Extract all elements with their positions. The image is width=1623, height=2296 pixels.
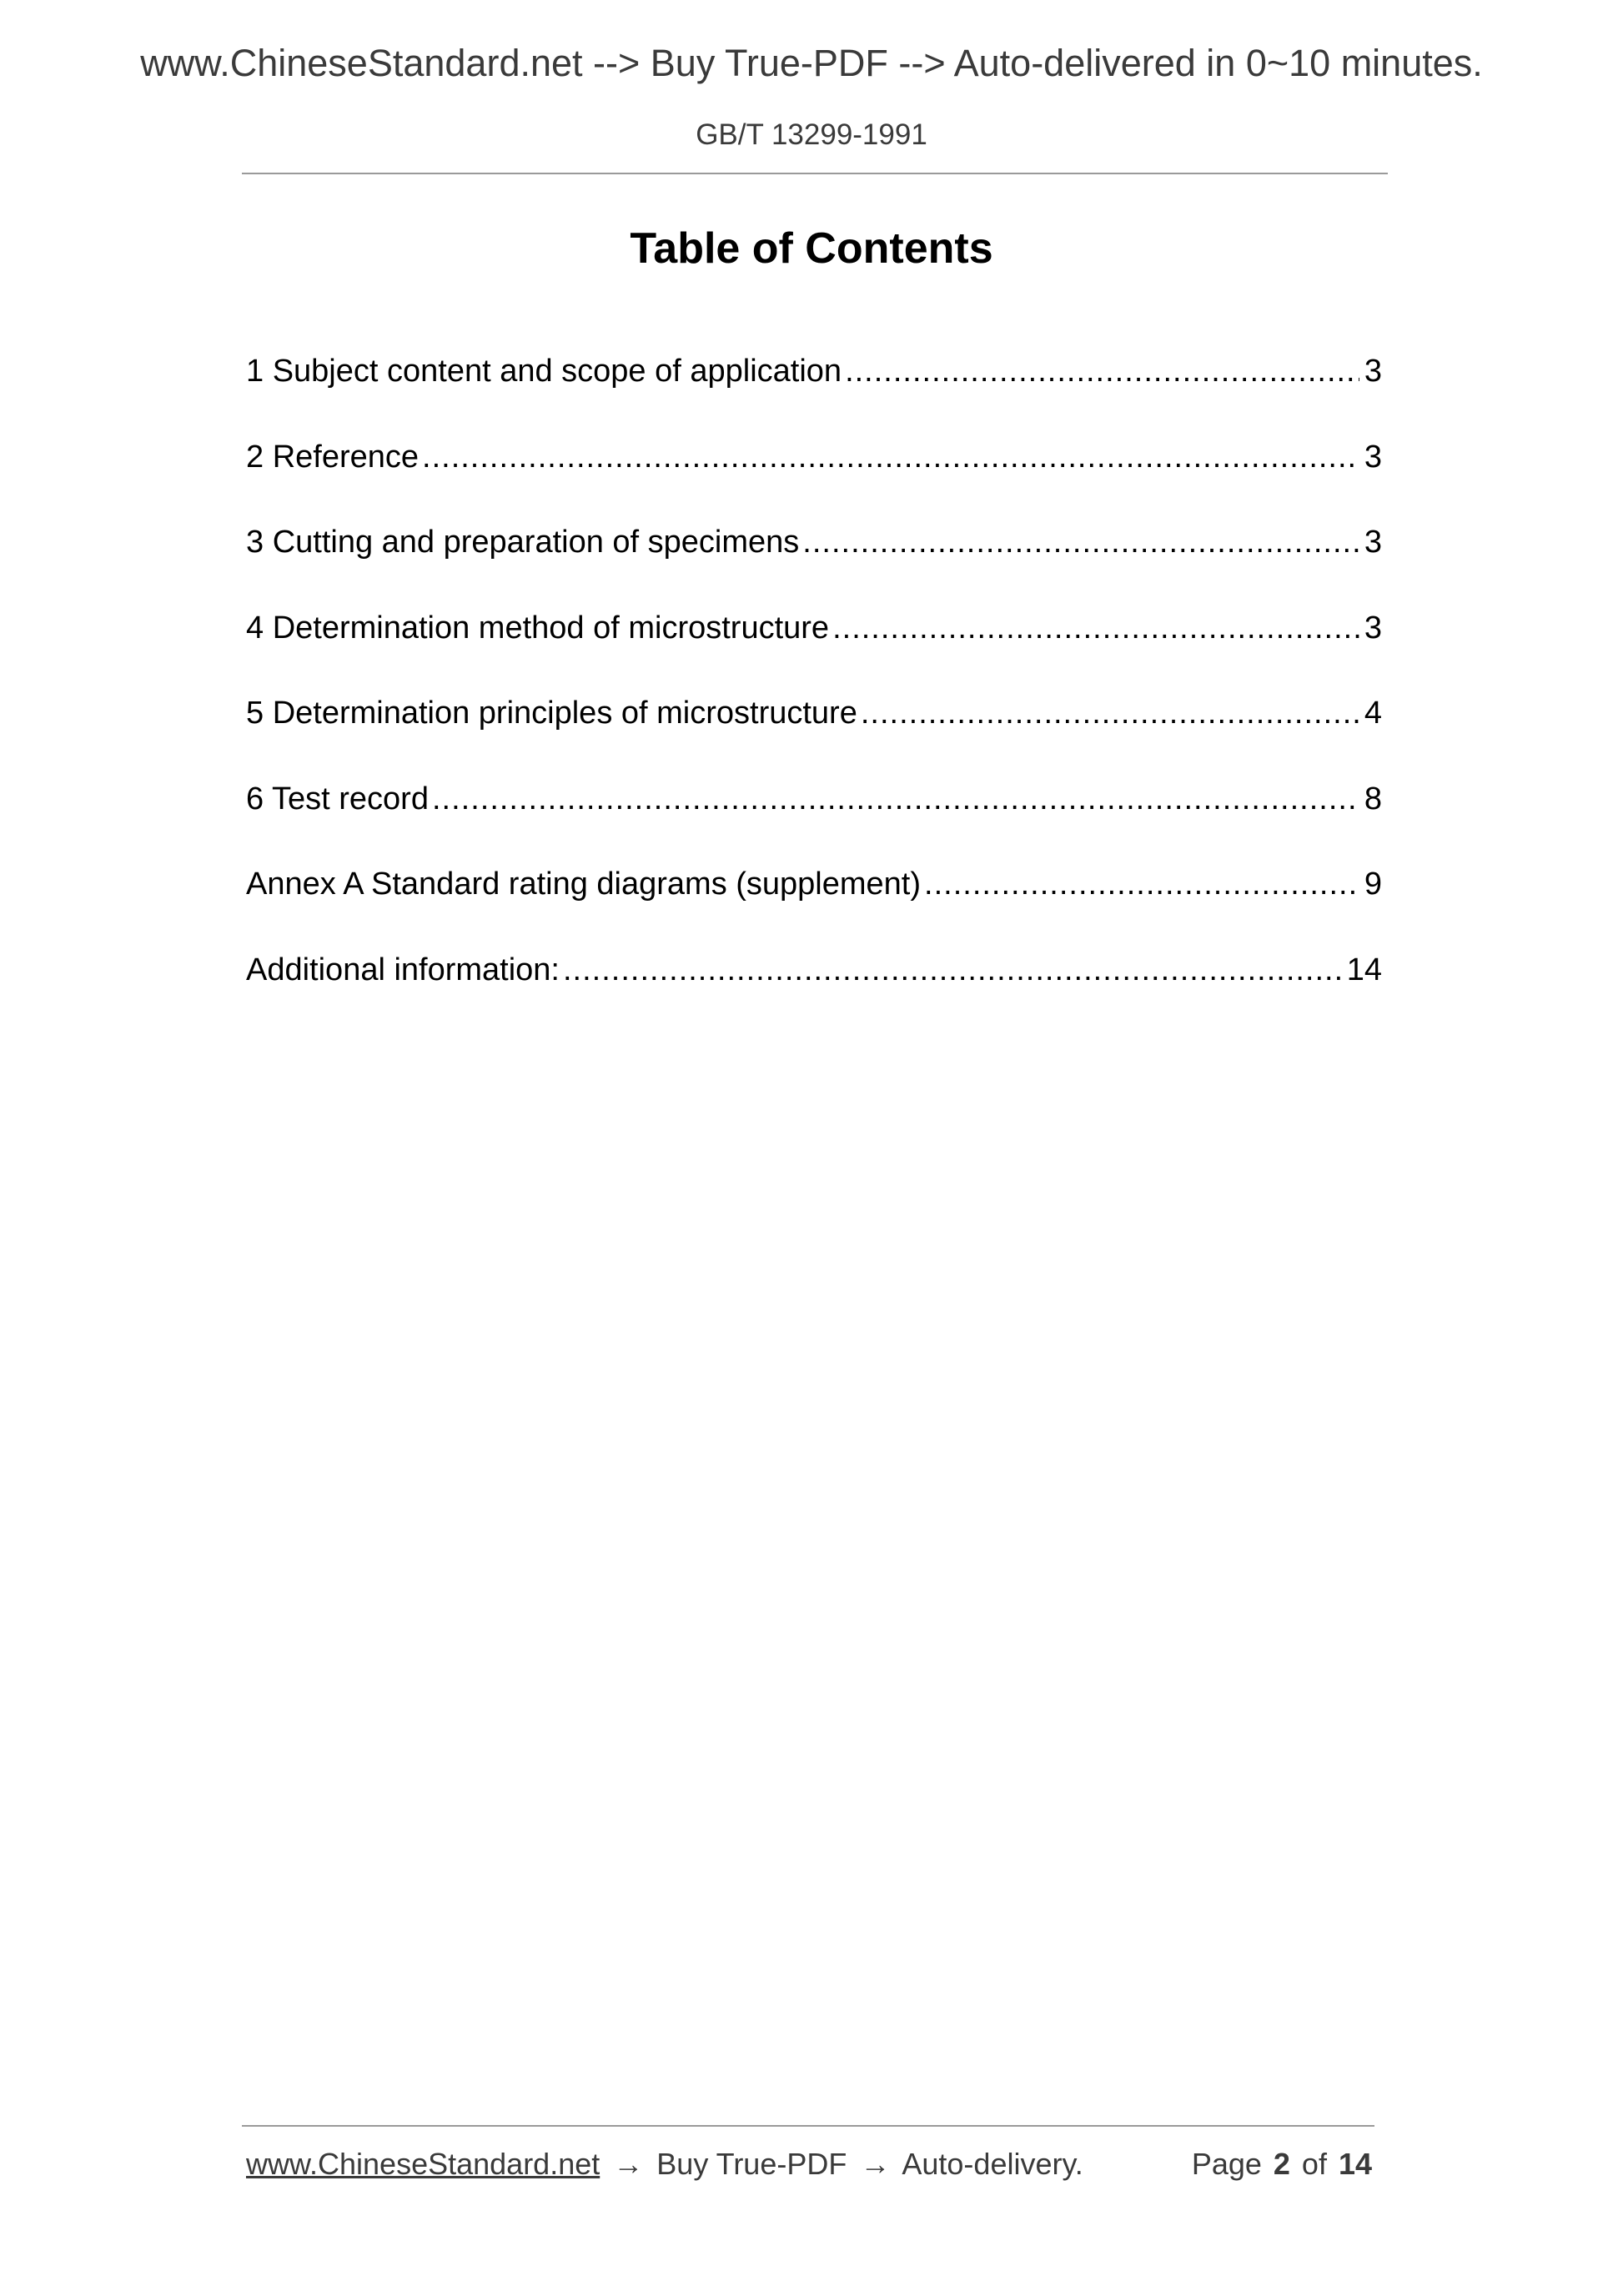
toc-leader-dots	[802, 525, 1359, 560]
table-of-contents	[246, 354, 1382, 1037]
footer-divider	[242, 2125, 1374, 2127]
of-word: of	[1301, 2147, 1327, 2181]
toc-entry-page: 14	[1346, 952, 1382, 987]
toc-entry-page: 3	[1364, 439, 1382, 475]
toc-entry-page: 3	[1364, 354, 1382, 389]
toc-entry[interactable]	[246, 354, 1382, 440]
website-link[interactable]: www.ChineseStandard.net	[246, 2147, 600, 2181]
toc-entry-label: 6 Test record	[246, 781, 429, 816]
page-number	[1192, 2147, 1372, 2182]
current-page: 2	[1273, 2147, 1290, 2181]
toc-entry[interactable]	[246, 781, 1382, 867]
toc-leader-dots	[845, 354, 1359, 389]
toc-leader-dots	[832, 610, 1359, 646]
toc-entry-page: 8	[1364, 781, 1382, 816]
toc-entry-label: 1 Subject content and scope of application	[246, 354, 842, 389]
toc-entry[interactable]	[246, 440, 1382, 525]
footer-promo	[246, 2147, 1083, 2182]
buy-text: Buy True-PDF	[656, 2147, 847, 2181]
document-code: GB/T 13299-1991	[696, 118, 927, 151]
toc-entry-label: 3 Cutting and preparation of specimens	[246, 525, 800, 560]
header-divider	[242, 173, 1388, 174]
toc-entry-page: 4	[1364, 696, 1382, 731]
toc-entry[interactable]	[246, 610, 1382, 696]
toc-entry-label: Additional information:	[246, 952, 560, 987]
page-title: Table of Contents	[630, 224, 993, 273]
top-banner: www.ChineseStandard.net --> Buy True-PDF --> Auto-delivered in 0~10 minutes.	[140, 42, 1483, 84]
toc-entry-page: 3	[1364, 525, 1382, 560]
toc-entry[interactable]	[246, 696, 1382, 781]
toc-entry[interactable]	[246, 525, 1382, 610]
toc-entry-page: 3	[1364, 610, 1382, 646]
toc-leader-dots	[563, 952, 1342, 988]
total-pages: 14	[1338, 2147, 1372, 2181]
toc-entry-label: 5 Determination principles of microstructure	[246, 696, 857, 731]
toc-entry[interactable]	[246, 952, 1382, 1038]
toc-leader-dots	[924, 867, 1359, 902]
toc-leader-dots	[861, 696, 1359, 731]
toc-entry-label: Annex A Standard rating diagrams (supplement)	[246, 867, 922, 902]
toc-entry-label: 4 Determination method of microstructure	[246, 610, 830, 646]
right-arrow-icon: →	[860, 2147, 891, 2181]
toc-leader-dots	[432, 781, 1359, 817]
delivery-text: Auto-delivery.	[902, 2147, 1083, 2181]
right-arrow-icon: →	[613, 2147, 644, 2181]
toc-entry-page: 9	[1364, 867, 1382, 902]
toc-entry-label: 2 Reference	[246, 439, 420, 475]
toc-entry[interactable]	[246, 867, 1382, 952]
toc-leader-dots	[422, 440, 1359, 475]
page-word: Page	[1191, 2147, 1262, 2181]
